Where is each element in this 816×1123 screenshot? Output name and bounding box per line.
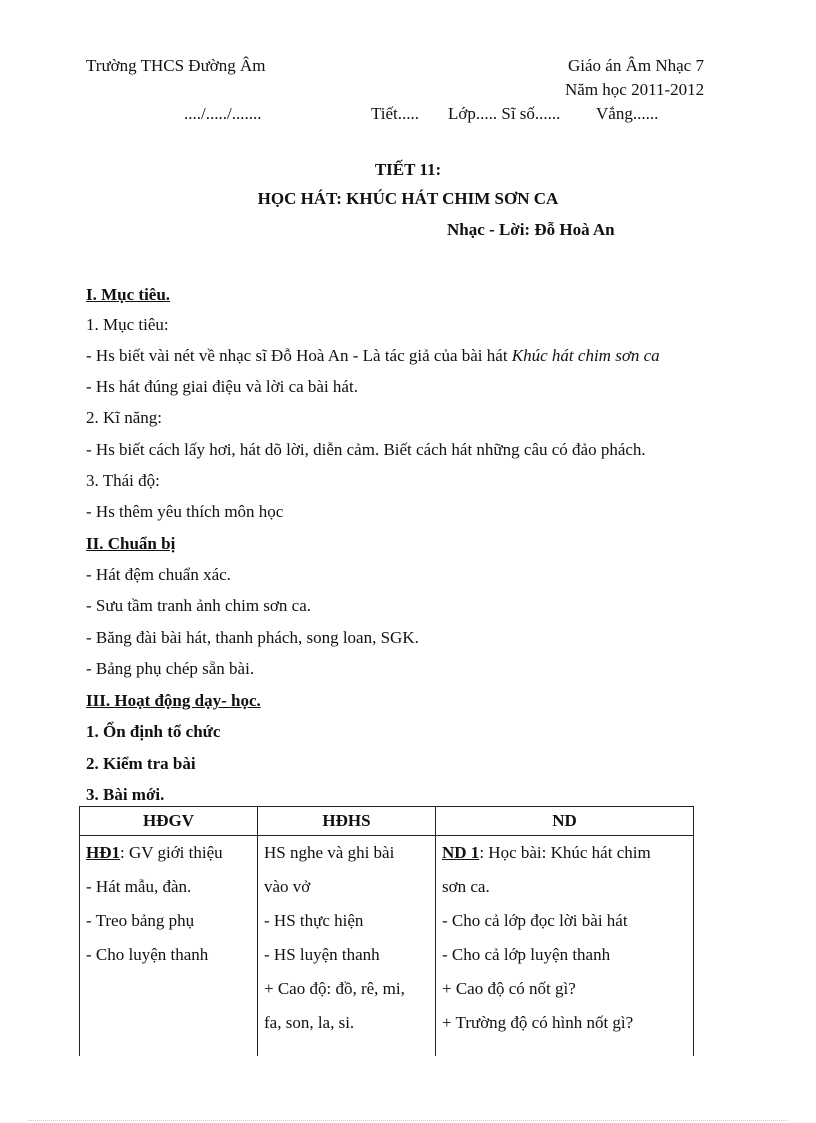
hs-line: fa, son, la, si. — [264, 1013, 355, 1032]
gv-line: - Cho luyện thanh — [86, 945, 209, 964]
hs-line: - HS thực hiện — [264, 911, 364, 930]
lesson-author: Nhạc - Lời: Đỗ Hoà An — [447, 220, 615, 239]
gv-line: - Hát mẫu, đàn. — [86, 877, 192, 896]
absent-field: Vắng...... — [596, 104, 659, 123]
school-year: Năm học 2011-2012 — [565, 80, 705, 99]
hs-line: vào vở — [264, 877, 311, 896]
header-hdgv: HĐGV — [80, 807, 258, 836]
school-name: Trường THCS Đường Âm — [86, 56, 266, 75]
section2-item: - Sưu tầm tranh ảnh chim sơn ca. — [86, 596, 311, 615]
gv-line — [86, 836, 251, 870]
section3-sub3: 3. Bài mới. — [86, 785, 165, 804]
section2-item: - Hát đệm chuẩn xác. — [86, 565, 231, 584]
nd-line: + Trường độ có hình nốt gì? — [442, 1013, 634, 1032]
gv-line: - Treo bảng phụ — [86, 911, 195, 930]
section1-line3: - Hs biết cách lấy hơi, hát dõ lời, diễn cảm. Biết cách hát những câu có đảo phách. — [86, 440, 646, 459]
hd1-text: : GV giới thiệu — [120, 843, 223, 862]
header-nd: ND — [436, 807, 694, 836]
section1-line1 — [86, 346, 660, 366]
nd1-text: : Học bài: Khúc hát chim — [479, 843, 651, 862]
section1-sub3: 3. Thái độ: — [86, 471, 160, 490]
section1-line4: - Hs thêm yêu thích môn học — [86, 502, 284, 521]
activity-table — [79, 806, 694, 1056]
page-bottom-divider — [28, 1120, 788, 1121]
section2-item: - Băng đài bài hát, thanh phách, song loan, SGK. — [86, 628, 419, 647]
hs-cell — [258, 836, 436, 1057]
section2-heading: II. Chuẩn bị — [86, 534, 176, 553]
lesson-period: TIẾT 11: — [374, 160, 442, 179]
nd-line: - Cho cả lớp luyện thanh — [442, 945, 611, 964]
hs-line: + Cao độ: đồ, rê, mi, — [264, 979, 405, 998]
date-field: ..../...../....... — [184, 104, 262, 123]
section3-heading: III. Hoạt động dạy- học. — [86, 691, 261, 710]
nd-line: - Cho cả lớp đọc lời bài hát — [442, 911, 628, 930]
section2-item: - Bảng phụ chép sẵn bài. — [86, 659, 255, 678]
hs-line: HS nghe và ghi bài — [264, 843, 395, 862]
section1-heading: I. Mục tiêu. — [86, 285, 171, 304]
lesson-title: HỌC HÁT: KHÚC HÁT CHIM SƠN CA — [257, 189, 559, 208]
section1-line2: - Hs hát đúng giai điệu và lời ca bài hát. — [86, 377, 358, 396]
class-field: Lớp..... Sĩ số...... — [448, 104, 561, 123]
section1-sub1: 1. Mục tiêu: — [86, 315, 169, 334]
nd-cell — [436, 836, 694, 1057]
section3-sub2: 2. Kiểm tra bài — [86, 754, 196, 773]
section1-sub2: 2. Kĩ năng: — [86, 408, 163, 427]
gv-cell — [80, 836, 258, 1057]
song-title-italic: Khúc hát chim sơn ca — [511, 346, 660, 365]
period-field: Tiết..... — [371, 104, 420, 123]
nd-line: sơn ca. — [442, 877, 490, 896]
nd-line: + Cao độ có nốt gì? — [442, 979, 576, 998]
section3-sub1: 1. Ổn định tổ chức — [86, 722, 221, 741]
hs-line: - HS luyện thanh — [264, 945, 380, 964]
nd-line — [442, 836, 687, 870]
hd1-label: HĐ1 — [86, 843, 120, 862]
header-hdhs: HĐHS — [258, 807, 436, 836]
table-header-row — [80, 807, 694, 836]
table-row — [80, 836, 694, 1057]
nd1-label: ND 1 — [442, 843, 480, 862]
plan-title: Giáo án Âm Nhạc 7 — [568, 56, 704, 75]
section1-line1-text: - Hs biết vài nét về nhạc sĩ Đỗ Hoà An - Là tác giả của bài hát — [86, 346, 512, 365]
